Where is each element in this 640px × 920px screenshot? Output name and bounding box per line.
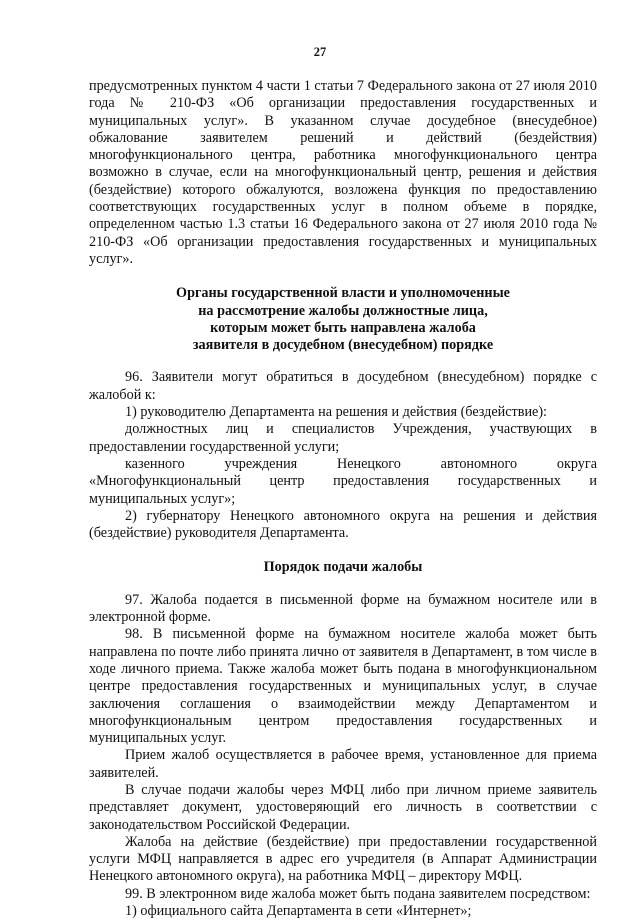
paragraph-96-item-1b: казенного учреждения Ненецкого автономного округа «Многофункциональный центр предоставления государственных и муниципальных услуг»; [89, 455, 597, 507]
document-body [89, 78, 597, 920]
paragraph-continuation: предусмотренных пунктом 4 части 1 статьи 7 Федерального закона от 27 июля 2010 года № 210-ФЗ «Об организации предоставления государственных и муниципальных услуг». В указанном случае досудебное (внесудебное) обжалование заявителем решений и действий (бездействия) многофункционального центра, работника многофункционального центра возможно в случае, если на многофункциональный центр, решения и действия (бездействие) которого обжалуются, возложена функция по предоставлению соответствующих государственных услуг в полном объеме в порядке, определенном частью 1.3 статьи 16 Федерального закона от 27 июля 2010 года № 210-ФЗ «Об организации предоставления государственных и муниципальных услуг». [89, 78, 597, 267]
paragraph-98: 98. В письменной форме на бумажном носителе жалоба может быть направлена по почте либо принята лично от заявителя в Департамент, в том числе в ходе личного приема. Также жалоба может быть подана в многофункциональном центре предоставления государственных и муниципальных услуг, в случае заключения соглашения о взаимодействии между Департаментом и многофункциональным центром предоставления государственных и муниципальных услуг. [89, 626, 597, 747]
section-heading-line: заявителя в досудебном (внесудебном) порядке [192, 337, 494, 354]
page-number: 27 [313, 45, 327, 59]
paragraph-96: 96. Заявители могут обратиться в досудебном (внесудебном) порядке с жалобой к: [89, 369, 597, 403]
section-heading-line: Порядок подачи жалобы [263, 559, 423, 576]
paragraph-98-mfc-identity: В случае подачи жалобы через МФЦ либо при личном приеме заявитель представляет документ, удостоверяющий его личность в соответствии с законодательством Российской Федерации. [89, 781, 597, 833]
paragraph-99: 99. В электронном виде жалоба может быть подана заявителем посредством: [125, 885, 591, 902]
paragraph-98-mfc-complaint: Жалоба на действие (бездействие) при предоставлении государственной услуги МФЦ направляется в адрес его учредителя (в Аппарат Администрации Ненецкого автономного округа), на работника МФЦ – директору МФЦ. [89, 833, 597, 885]
paragraph-96-item-1a: должностных лиц и специалистов Учреждения, участвующих в предоставлении государственной услуги; [89, 421, 597, 455]
paragraph-97: 97. Жалоба подается в письменной форме на бумажном носителе или в электронной форме. [89, 591, 597, 626]
section-heading-line: на рассмотрение жалобы должностные лица, [198, 302, 488, 319]
section-heading-line: Органы государственной власти и уполномоченные [176, 285, 510, 302]
paragraph-96-item-2: 2) губернатору Ненецкого автономного округа на решения и действия (бездействие) руководителя Департамента. [89, 507, 597, 542]
paragraph-96-item-1: 1) руководителю Департамента на решения и действия (бездействие): [125, 404, 548, 421]
paragraph-98-reception: Прием жалоб осуществляется в рабочее время, установленное для приема заявителей. [89, 747, 597, 781]
section-heading-line: которым может быть направлена жалоба [210, 319, 476, 336]
section-heading-submission-order [89, 559, 597, 576]
section-heading-complaint-authorities [89, 285, 597, 354]
paragraph-99-item-1: 1) официального сайта Департамента в сети «Интернет»; [125, 903, 472, 920]
